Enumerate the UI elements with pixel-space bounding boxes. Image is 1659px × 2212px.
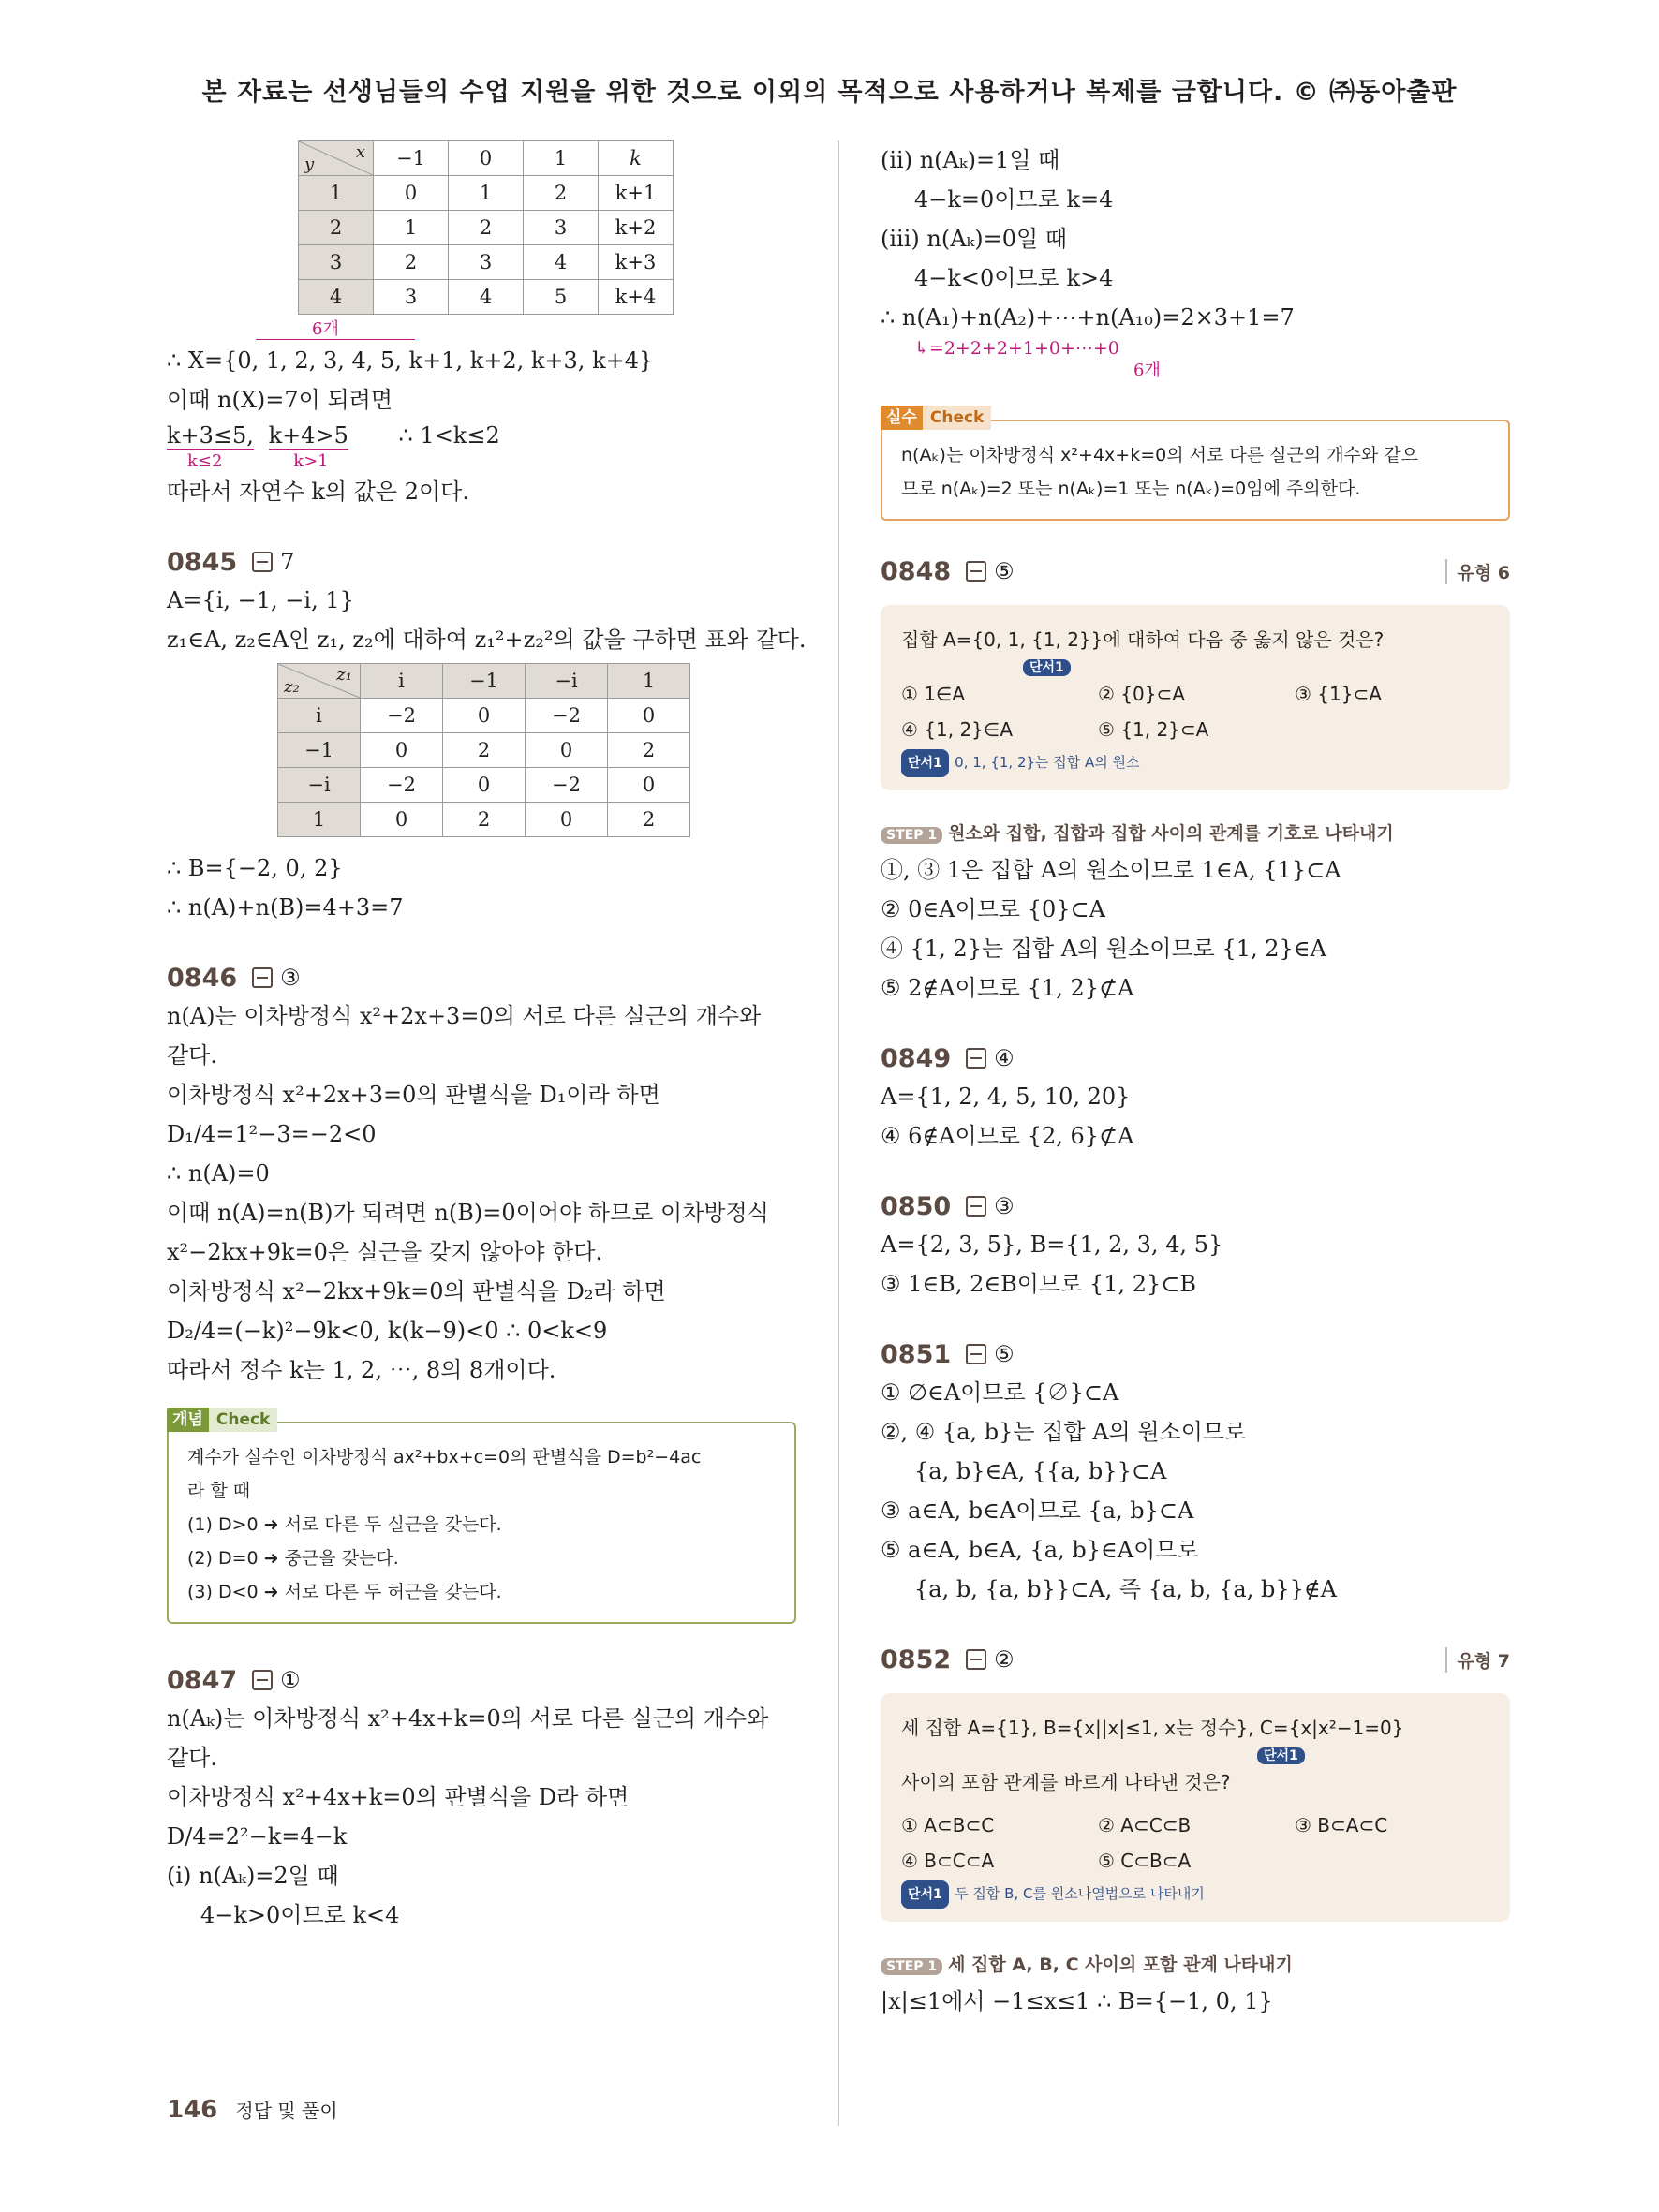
table-header: 1 xyxy=(524,141,599,176)
hint-badge: 단서1 xyxy=(1257,1747,1305,1764)
table-cell: 2 xyxy=(443,733,526,768)
ineq-result: ∴ 1<k≤2 xyxy=(398,422,500,449)
table-cell: −2 xyxy=(526,768,608,803)
check-line: (2) D=0 ➜ 중근을 갖는다. xyxy=(187,1548,399,1569)
table-cell: 0 xyxy=(361,803,443,837)
row-label: −1 xyxy=(278,733,361,768)
table-cell: 0 xyxy=(608,768,690,803)
table-row xyxy=(299,280,674,315)
hint-badge: 단서1 xyxy=(901,749,949,777)
column-divider xyxy=(838,140,839,2126)
problem-number: 0850 xyxy=(881,1191,952,1221)
answer-icon xyxy=(966,1649,986,1670)
option: ① A⊂B⊂C xyxy=(901,1814,995,1836)
table-cell: 2 xyxy=(443,803,526,837)
check-line: (1) D>0 ➜ 서로 다른 두 실근을 갖는다. xyxy=(187,1514,502,1535)
table-cell: 2 xyxy=(524,176,599,211)
answer-icon xyxy=(252,967,273,988)
table-cell: k+3 xyxy=(599,245,674,280)
problem-0852-header xyxy=(881,1641,1510,1678)
table-cell: 0 xyxy=(361,733,443,768)
step-text: 세 집합 A, B, C 사이의 포함 관계 나타내기 xyxy=(948,1954,1293,1975)
answer: ④ xyxy=(994,1045,1015,1071)
text-line: (i) n(Aₖ)=2일 때 xyxy=(167,1863,339,1889)
text-line: ∴ n(A)=0 xyxy=(167,1160,270,1187)
step-badge: STEP 1 xyxy=(881,827,942,844)
page-footer xyxy=(167,2096,338,2124)
text-line: 이때 n(X)=7이 되려면 xyxy=(167,387,393,413)
answer: ① xyxy=(280,1667,301,1693)
answer-icon xyxy=(252,1670,273,1690)
option: ③ B⊂A⊂C xyxy=(1295,1814,1388,1836)
table-header: −1 xyxy=(374,141,449,176)
text-line: A={1, 2, 4, 5, 10, 20} xyxy=(881,1084,1131,1110)
step-text: 원소와 집합, 집합과 집합 사이의 관계를 기호로 나타내기 xyxy=(948,823,1394,844)
table-header: −i xyxy=(526,664,608,699)
table-row xyxy=(278,733,690,768)
option: ④ B⊂C⊂A xyxy=(901,1850,995,1872)
text-line: D₂/4=(−k)²−9k<0, k(k−9)<0 ∴ 0<k<9 xyxy=(167,1318,608,1344)
table-cell: k+1 xyxy=(599,176,674,211)
table-row xyxy=(299,176,674,211)
corner-y: y xyxy=(304,155,315,174)
type-label: 유형 6 xyxy=(1445,559,1510,584)
corner-x: z₁ xyxy=(336,665,352,685)
tag-label: Check xyxy=(923,406,992,430)
table-cell: 2 xyxy=(374,245,449,280)
answer-icon xyxy=(966,1344,986,1364)
check-line: n(Aₖ)는 이차방정식 x²+4x+k=0의 서로 다른 실근의 개수와 같으 xyxy=(901,445,1419,465)
text-line: ③ a∈A, b∈A이므로 {a, b}⊂A xyxy=(881,1497,1194,1524)
right-column xyxy=(881,140,1510,2021)
option: ① 1∈A xyxy=(901,683,966,705)
answer-icon xyxy=(252,552,273,572)
row-label: i xyxy=(278,699,361,733)
row-label: 3 xyxy=(299,245,374,280)
problem-number: 0849 xyxy=(881,1043,952,1073)
brace-label: 6개 xyxy=(312,319,339,339)
hint-text: 두 집합 B, C를 원소나열법으로 나타내기 xyxy=(955,1885,1205,1902)
text-line: ①, ③ 1은 집합 A의 원소이므로 1∈A, {1}⊂A xyxy=(881,857,1341,883)
problem-0846-header xyxy=(167,959,796,996)
problem-number: 0846 xyxy=(167,963,238,993)
text-line: (iii) n(Aₖ)=0일 때 xyxy=(881,226,1068,252)
text-line: A={2, 3, 5}, B={1, 2, 3, 4, 5} xyxy=(881,1231,1223,1258)
table-cell: 1 xyxy=(449,176,524,211)
text-line: 같다. xyxy=(167,1042,217,1069)
sum-sub-line: ↳=2+2+2+1+0+⋯+0 xyxy=(914,338,1119,359)
table-cell: 3 xyxy=(374,280,449,315)
text-line: n(Aₖ)는 이차방정식 x²+4x+k=0의 서로 다른 실근의 개수와 xyxy=(167,1705,769,1732)
text-line: 이차방정식 x²+4x+k=0의 판별식을 D라 하면 xyxy=(167,1784,630,1810)
row-label: −i xyxy=(278,768,361,803)
text-line: 따라서 자연수 k의 값은 2이다. xyxy=(167,479,469,505)
row-label: 4 xyxy=(299,280,374,315)
hint-text: 0, 1, {1, 2}는 집합 A의 원소 xyxy=(955,754,1140,771)
table-header: 1 xyxy=(608,664,690,699)
problem-0850-header xyxy=(881,1187,1510,1225)
set-x-line: ∴ X={0, 1, 2, 3, 4, 5, k+1, k+2, k+3, k+4} xyxy=(167,347,654,374)
text-line: A={i, −1, −i, 1} xyxy=(167,587,354,613)
text-line: {a, b, {a, b}}⊂A, 즉 {a, b, {a, b}}∉A xyxy=(914,1576,1338,1602)
step-badge: STEP 1 xyxy=(881,1958,942,1975)
problem-0845-header xyxy=(167,543,796,581)
answer-icon xyxy=(966,1196,986,1217)
tag-label: 개념 xyxy=(167,1408,209,1432)
copyright-banner: 본 자료는 선생님들의 수업 지원을 위한 것으로 이외의 목적으로 사용하거나 복제를 금합니다. © ㈜동아출판 xyxy=(201,78,1458,107)
question-text: 세 집합 A={1}, B={x||x|≤1, x는 정수}, C={x|x²−1=0} xyxy=(901,1717,1404,1739)
table-header: −1 xyxy=(443,664,526,699)
text-line: 이때 n(A)=n(B)가 되려면 n(B)=0이어야 하므로 이차방정식 xyxy=(167,1200,769,1226)
table-cell: 0 xyxy=(374,176,449,211)
table-row xyxy=(278,699,690,733)
problem-number: 0852 xyxy=(881,1644,952,1674)
table-cell: 1 xyxy=(374,211,449,245)
question-box-0848 xyxy=(881,605,1510,790)
table-cell: 2 xyxy=(608,733,690,768)
check-line: 계수가 실수인 이차방정식 ax²+bx+c=0의 판별식을 D=b²−4ac xyxy=(187,1447,702,1467)
text-line: ⑤ a∈A, b∈A, {a, b}∈A이므로 xyxy=(881,1537,1199,1563)
sum-sub-label: 6개 xyxy=(1133,361,1161,380)
corner-x: x xyxy=(355,142,365,162)
check-line: 므로 n(Aₖ)=2 또는 n(Aₖ)=1 또는 n(Aₖ)=0임에 주의한다. xyxy=(901,479,1361,499)
table-cell: k+2 xyxy=(599,211,674,245)
table-row xyxy=(278,768,690,803)
question-box-0852 xyxy=(881,1693,1510,1922)
text-line: ∴ B={−2, 0, 2} xyxy=(167,855,343,881)
sum-line: ∴ n(A₁)+n(A₂)+⋯+n(A₁₀)=2×3+1=7 xyxy=(881,304,1295,331)
text-line: 따라서 정수 k는 1, 2, ⋯, 8의 8개이다. xyxy=(167,1357,556,1383)
table-xy xyxy=(298,140,674,315)
text-line: 4−k>0이므로 k<4 xyxy=(200,1902,400,1928)
text-line: 4−k=0이므로 k=4 xyxy=(914,186,1114,213)
option: ② {0}⊂A xyxy=(1098,683,1185,705)
table-header: 0 xyxy=(449,141,524,176)
table-cell: 3 xyxy=(449,245,524,280)
problem-number: 0845 xyxy=(167,547,238,577)
option: ⑤ C⊂B⊂A xyxy=(1098,1850,1192,1872)
table-cell: 5 xyxy=(524,280,599,315)
mistake-check-box xyxy=(881,408,1510,521)
ineq-a: k+3≤5, xyxy=(167,422,254,449)
table-z xyxy=(277,663,690,837)
table-cell: 4 xyxy=(449,280,524,315)
problem-number: 0847 xyxy=(167,1665,238,1695)
table-row xyxy=(299,211,674,245)
table-cell: k+4 xyxy=(599,280,674,315)
text-line: (ii) n(Aₖ)=1일 때 xyxy=(881,147,1060,173)
answer-icon xyxy=(966,1048,986,1069)
text-line: ④ {1, 2}는 집합 A의 원소이므로 {1, 2}∈A xyxy=(881,936,1326,962)
answer: ③ xyxy=(280,965,301,991)
table-cell: 0 xyxy=(443,699,526,733)
text-line: {a, b}∈A, {{a, b}}⊂A xyxy=(914,1458,1167,1484)
table-corner xyxy=(299,141,374,176)
problem-number: 0851 xyxy=(881,1339,952,1369)
corner-y: z₂ xyxy=(284,677,300,697)
row-label: 1 xyxy=(299,176,374,211)
text-line: n(A)는 이차방정식 x²+2x+3=0의 서로 다른 실근의 개수와 xyxy=(167,1003,762,1029)
table-row xyxy=(278,803,690,837)
type-label: 유형 7 xyxy=(1445,1647,1510,1673)
table-cell: −2 xyxy=(361,699,443,733)
option: ② A⊂C⊂B xyxy=(1098,1814,1192,1836)
left-column xyxy=(167,140,807,1935)
text-line: D₁/4=1²−3=−2<0 xyxy=(167,1121,377,1147)
tag-label: Check xyxy=(209,1408,278,1432)
table-cell: 2 xyxy=(449,211,524,245)
text-line: ② 0∈A이므로 {0}⊂A xyxy=(881,896,1105,922)
text-line: ∴ n(A)+n(B)=4+3=7 xyxy=(167,894,404,921)
text-line: D/4=2²−k=4−k xyxy=(167,1823,348,1850)
text-line: ① ∅∈A이므로 {∅}⊂A xyxy=(881,1379,1119,1406)
text-line: ②, ④ {a, b}는 집합 A의 원소이므로 xyxy=(881,1419,1247,1445)
sub-label: k≤2 xyxy=(187,451,223,471)
table-corner xyxy=(278,664,361,699)
option: ⑤ {1, 2}⊂A xyxy=(1098,718,1209,741)
tag-label: 실수 xyxy=(881,406,923,430)
check-line: 라 할 때 xyxy=(187,1481,251,1501)
option: ③ {1}⊂A xyxy=(1295,683,1382,705)
check-line: (3) D<0 ➜ 서로 다른 두 허근을 갖는다. xyxy=(187,1582,502,1602)
row-label: 2 xyxy=(299,211,374,245)
check-tag xyxy=(167,1403,277,1437)
answer: ③ xyxy=(994,1193,1015,1219)
table-header: k xyxy=(599,141,674,176)
problem-0851-header xyxy=(881,1335,1510,1373)
problem-0848-header xyxy=(881,553,1510,590)
question-text: 집합 A={0, 1, {1, 2}}에 대하여 다음 중 옳지 않은 것은? xyxy=(901,628,1385,651)
text-line: |x|≤1에서 −1≤x≤1 ∴ B={−1, 0, 1} xyxy=(881,1988,1273,2014)
ineq-sublabels xyxy=(167,451,796,472)
problem-0847-header xyxy=(167,1661,796,1699)
problem-0849-header xyxy=(881,1040,1510,1077)
table-cell: 0 xyxy=(443,768,526,803)
footer-label: 정답 및 풀이 xyxy=(235,2100,338,2122)
table-cell: −2 xyxy=(526,699,608,733)
option: ④ {1, 2}∈A xyxy=(901,718,1014,741)
text-line: 이차방정식 x²−2kx+9k=0의 판별식을 D₂라 하면 xyxy=(167,1278,666,1305)
table-cell: 0 xyxy=(608,699,690,733)
problem-number: 0848 xyxy=(881,556,952,586)
row-label: 1 xyxy=(278,803,361,837)
answer: ② xyxy=(994,1646,1015,1673)
text-line: 이차방정식 x²+2x+3=0의 판별식을 D₁이라 하면 xyxy=(167,1082,660,1108)
text-line: ⑤ 2∉A이므로 {1, 2}⊄A xyxy=(881,975,1134,1001)
text-line: ④ 6∉A이므로 {2, 6}⊄A xyxy=(881,1123,1134,1149)
concept-check-box xyxy=(167,1410,796,1624)
answer: ⑤ xyxy=(994,558,1015,584)
answer: ⑤ xyxy=(994,1341,1015,1367)
text-line: x²−2kx+9k=0은 실근을 갖지 않아야 한다. xyxy=(167,1239,603,1265)
step-header xyxy=(881,1950,1510,1982)
options-grid xyxy=(901,676,1489,747)
table-cell: −2 xyxy=(361,768,443,803)
options-grid xyxy=(901,1807,1489,1879)
hint-badge: 단서1 xyxy=(1023,659,1071,676)
table-cell: 0 xyxy=(526,733,608,768)
check-tag xyxy=(881,401,991,435)
inequality-line xyxy=(167,420,796,451)
answer-icon xyxy=(966,561,986,582)
table-header: i xyxy=(361,664,443,699)
page-number: 146 xyxy=(167,2096,218,2124)
hint-badge: 단서1 xyxy=(901,1880,949,1909)
text-line: z₁∈A, z₂∈A인 z₁, z₂에 대하여 z₁²+z₂²의 값을 구하면 표와 같다. xyxy=(167,627,807,653)
table-cell: 3 xyxy=(524,211,599,245)
text-line: 4−k<0이므로 k>4 xyxy=(914,265,1114,291)
ineq-b: k+4>5 xyxy=(268,422,348,449)
text-line: 같다. xyxy=(167,1745,217,1771)
step-header xyxy=(881,818,1510,850)
table-row xyxy=(299,245,674,280)
text-line: ③ 1∈B, 2∈B이므로 {1, 2}⊂B xyxy=(881,1271,1197,1297)
question-text: 사이의 포함 관계를 바르게 나타낸 것은? xyxy=(901,1771,1231,1793)
table-cell: 4 xyxy=(524,245,599,280)
table-cell: 2 xyxy=(608,803,690,837)
sub-label: k>1 xyxy=(293,451,329,471)
table-cell: 0 xyxy=(526,803,608,837)
answer: 7 xyxy=(280,549,295,575)
